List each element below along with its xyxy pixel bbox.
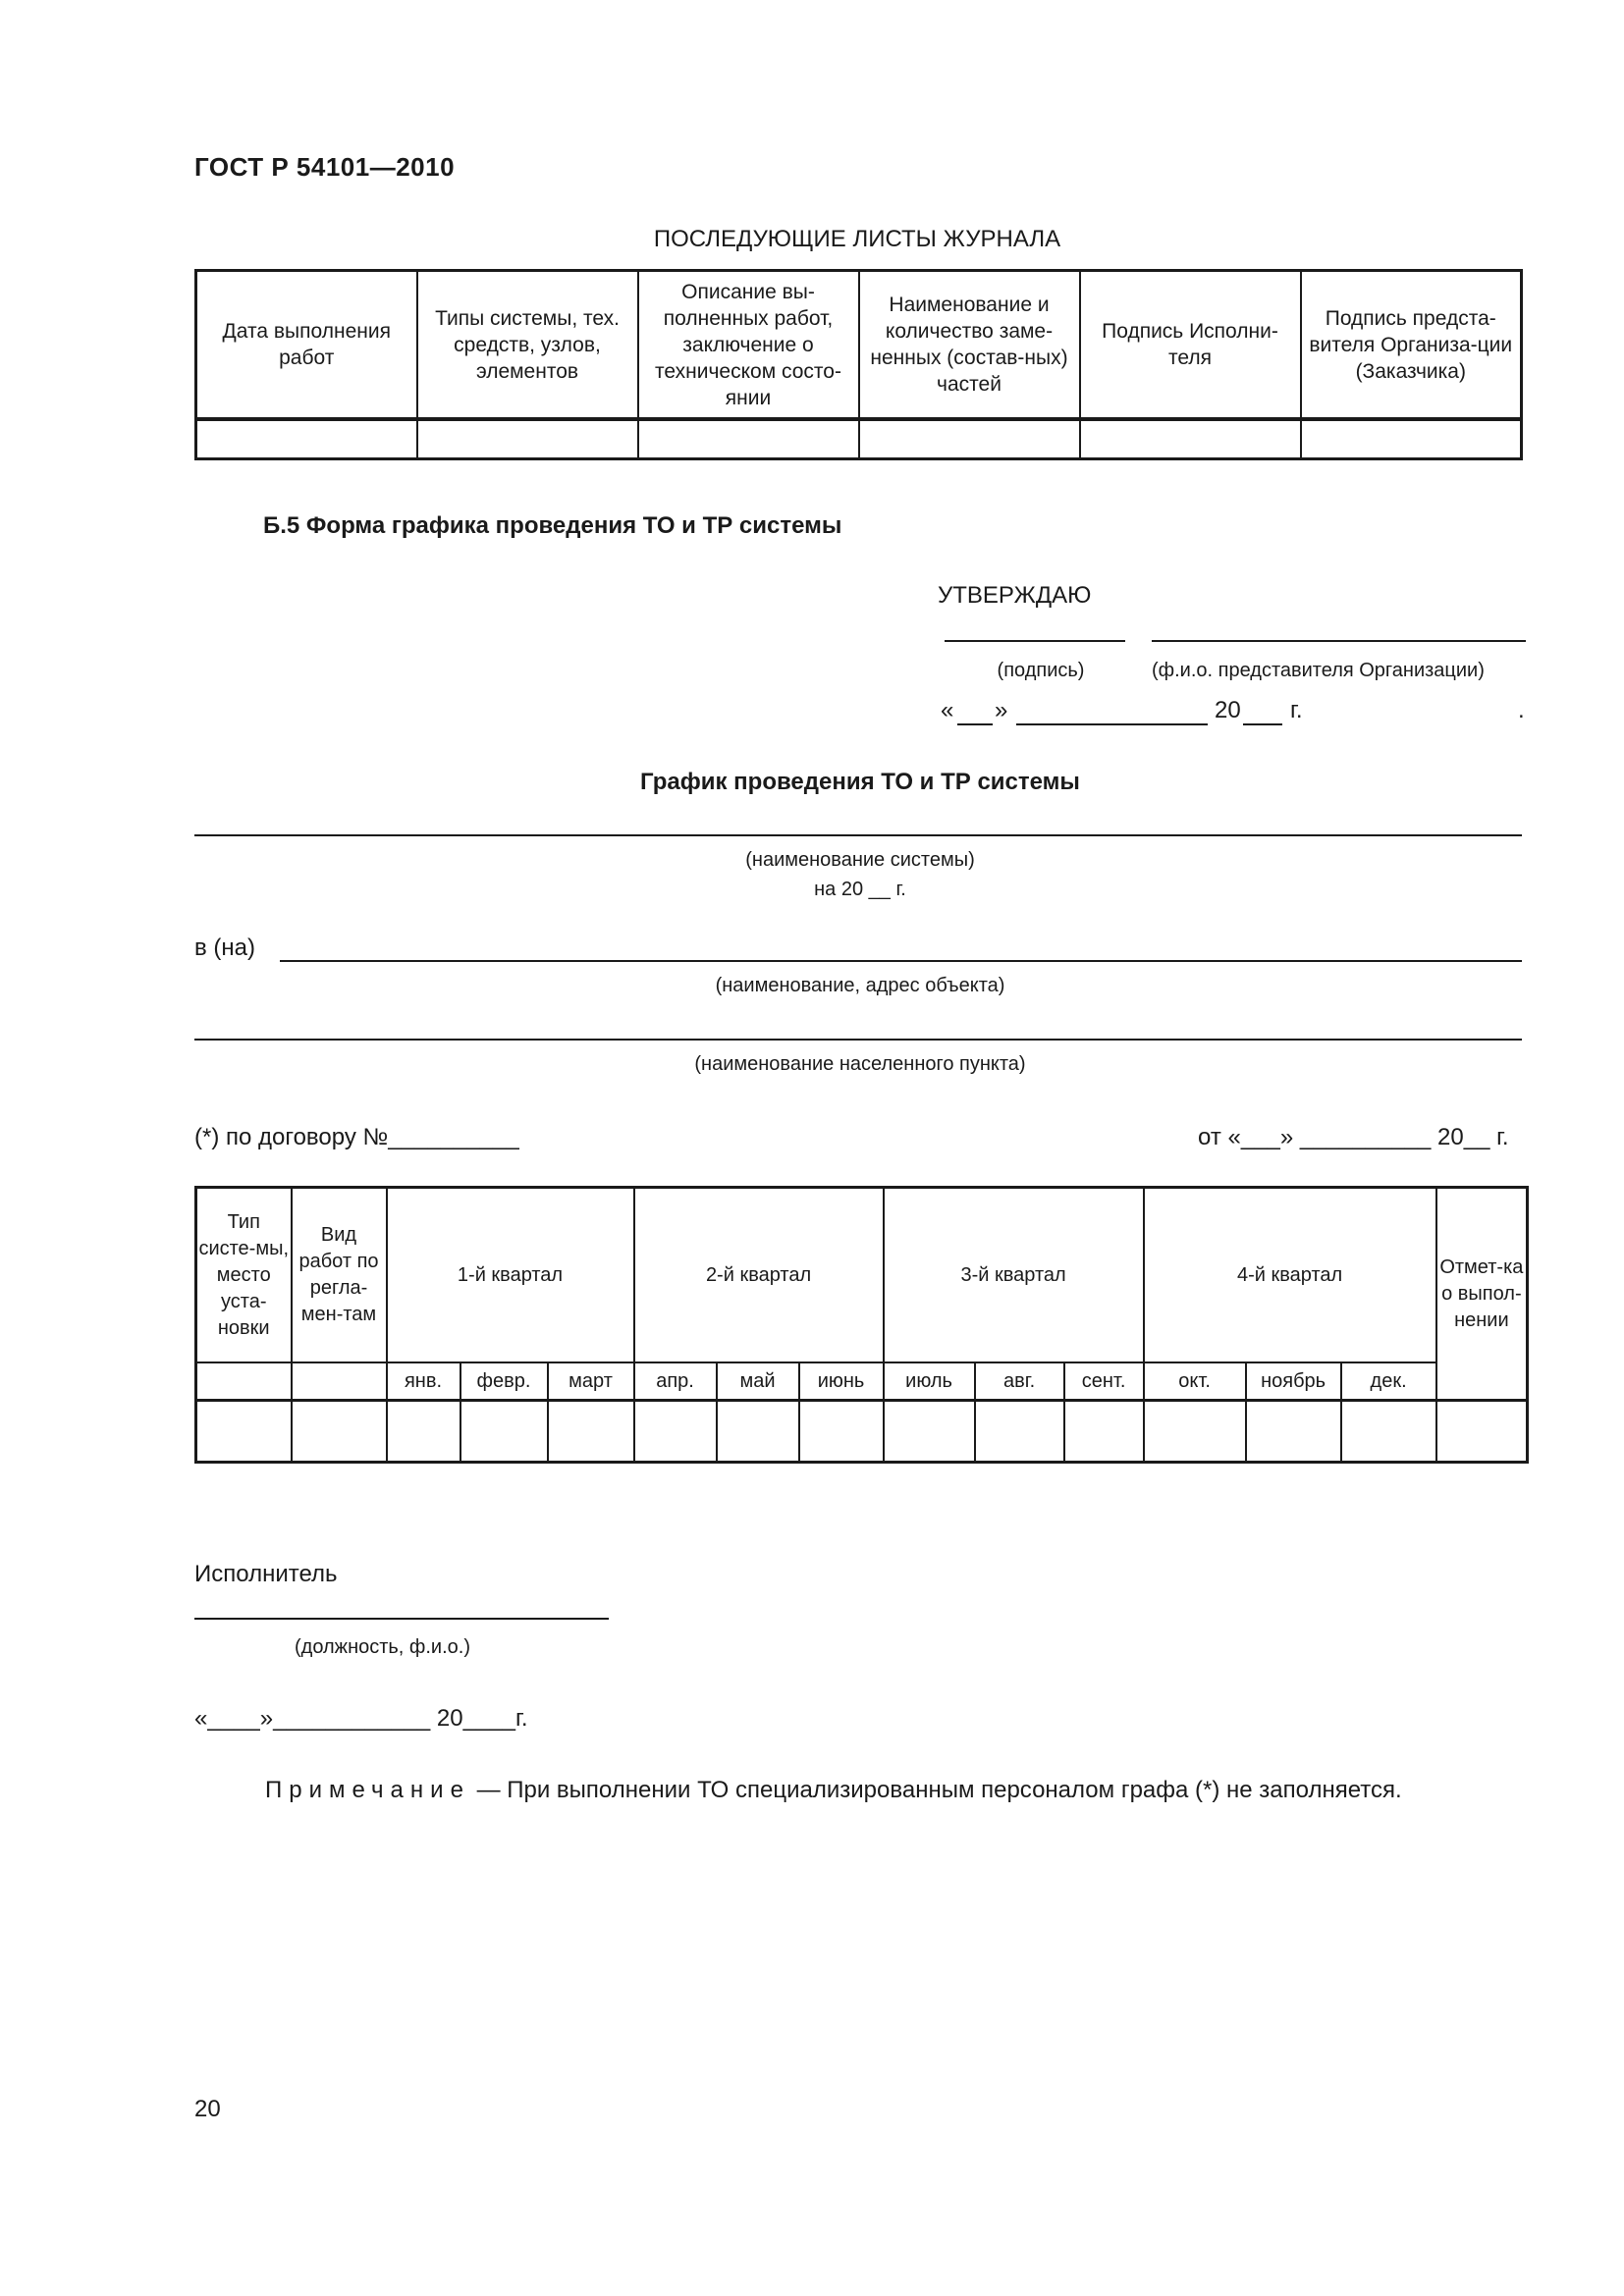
month-may: май — [717, 1362, 799, 1401]
journal-col-description: Описание вы-полненных работ, заключение о техническом состо-янии — [638, 271, 859, 420]
month-jun: июнь — [799, 1362, 884, 1401]
col-completion-mark: Отмет-ка о выпол-нении — [1436, 1188, 1528, 1401]
contract-number: (*) по договору №__________ — [194, 1124, 519, 1150]
page-number: 20 — [194, 2096, 221, 2122]
month-mar: март — [548, 1362, 634, 1401]
grid-cell — [548, 1401, 634, 1463]
journal-col-replaced-parts: Наименование и количество заме-ненных (состав-ных) частей — [859, 271, 1080, 420]
approval-date-close: » — [995, 697, 1008, 723]
approval-year-line — [1243, 723, 1282, 725]
journal-col-executor-signature: Подпись Исполни-теля — [1080, 271, 1301, 420]
document-code: ГОСТ Р 54101—2010 — [194, 152, 456, 182]
schedule-months-row — [196, 1362, 1528, 1401]
grid-cell — [292, 1362, 387, 1401]
quarter-1: 1-й квартал — [387, 1188, 634, 1363]
journal-col-customer-signature: Подпись предста-вителя Организа-ции (Заказчика) — [1301, 271, 1522, 420]
signature-line — [945, 640, 1125, 642]
journal-table — [194, 269, 1523, 460]
grid-cell — [799, 1401, 884, 1463]
grid-cell — [1341, 1401, 1436, 1463]
schedule-empty-row — [196, 1401, 1528, 1463]
grid-cell — [884, 1401, 975, 1463]
quarter-4: 4-й квартал — [1144, 1188, 1436, 1363]
journal-cell — [638, 419, 859, 459]
approval-date-open: « — [941, 697, 954, 723]
executor-date: «____»____________ 20____г. — [194, 1705, 528, 1732]
grid-cell — [975, 1401, 1064, 1463]
name-line — [1152, 640, 1526, 642]
schedule-header-row — [196, 1188, 1528, 1363]
quarter-2: 2-й квартал — [634, 1188, 884, 1363]
month-dec: дек. — [1341, 1362, 1436, 1401]
approval-year-prefix: 20 — [1215, 697, 1241, 723]
grid-cell — [196, 1362, 292, 1401]
approval-day-line — [957, 723, 993, 725]
month-jul: июль — [884, 1362, 975, 1401]
month-jan: янв. — [387, 1362, 460, 1401]
month-apr: апр. — [634, 1362, 717, 1401]
note-text: — При выполнении ТО специализированным персоналом графа (*) не заполняется. — [469, 1777, 1402, 1803]
grid-cell — [1144, 1401, 1246, 1463]
schedule-title: График проведения ТО и ТР системы — [640, 769, 1080, 795]
object-address-caption: (наименование, адрес объекта) — [715, 975, 1005, 996]
object-prefix: в (на) — [194, 934, 256, 961]
month-sep: сент. — [1064, 1362, 1144, 1401]
col-system-type: Тип систе-мы, место уста-новки — [196, 1188, 292, 1363]
journal-col-date: Дата выполнения работ — [196, 271, 417, 420]
grid-cell — [460, 1401, 548, 1463]
month-nov: ноябрь — [1246, 1362, 1341, 1401]
object-address-line — [280, 960, 1522, 962]
contract-date: от «___» __________ 20__ г. — [1198, 1124, 1509, 1150]
approval-dot: . — [1518, 697, 1525, 723]
note — [265, 1777, 1402, 1804]
schedule-table — [194, 1186, 1529, 1464]
journal-cell — [1080, 419, 1301, 459]
month-aug: авг. — [975, 1362, 1064, 1401]
grid-cell — [387, 1401, 460, 1463]
executor-caption: (должность, ф.и.о.) — [295, 1636, 471, 1658]
approval-month-line — [1016, 723, 1208, 725]
note-label: Примечание — [265, 1777, 470, 1803]
month-feb: февр. — [460, 1362, 548, 1401]
grid-cell — [1436, 1401, 1528, 1463]
journal-title: ПОСЛЕДУЮЩИЕ ЛИСТЫ ЖУРНАЛА — [653, 226, 1061, 252]
month-oct: окт. — [1144, 1362, 1246, 1401]
journal-col-types: Типы системы, тех. средств, узлов, элементов — [417, 271, 638, 420]
schedule-year-line: на 20 __ г. — [814, 879, 906, 900]
locality-line — [194, 1039, 1522, 1041]
system-name-caption: (наименование системы) — [745, 849, 975, 871]
name-caption: (ф.и.о. представителя Организации) — [1152, 660, 1485, 681]
approval-label: УТВЕРЖДАЮ — [938, 582, 1092, 609]
grid-cell — [634, 1401, 717, 1463]
system-name-line — [194, 834, 1522, 836]
executor-line — [194, 1618, 609, 1620]
journal-cell — [196, 419, 417, 459]
executor-label: Исполнитель — [194, 1561, 338, 1587]
journal-cell — [417, 419, 638, 459]
grid-cell — [292, 1401, 387, 1463]
signature-caption: (подпись) — [997, 660, 1085, 681]
section-title: Б.5 Форма графика проведения ТО и ТР системы — [263, 512, 842, 539]
grid-cell — [1064, 1401, 1144, 1463]
grid-cell — [717, 1401, 799, 1463]
journal-empty-row — [196, 419, 1522, 459]
journal-header-row — [196, 271, 1522, 420]
journal-cell — [1301, 419, 1522, 459]
grid-cell — [1246, 1401, 1341, 1463]
approval-year-suffix: г. — [1290, 697, 1303, 723]
grid-cell — [196, 1401, 292, 1463]
locality-caption: (наименование населенного пункта) — [694, 1053, 1026, 1075]
journal-cell — [859, 419, 1080, 459]
quarter-3: 3-й квартал — [884, 1188, 1144, 1363]
col-work-type: Вид работ по регла-мен-там — [292, 1188, 387, 1363]
